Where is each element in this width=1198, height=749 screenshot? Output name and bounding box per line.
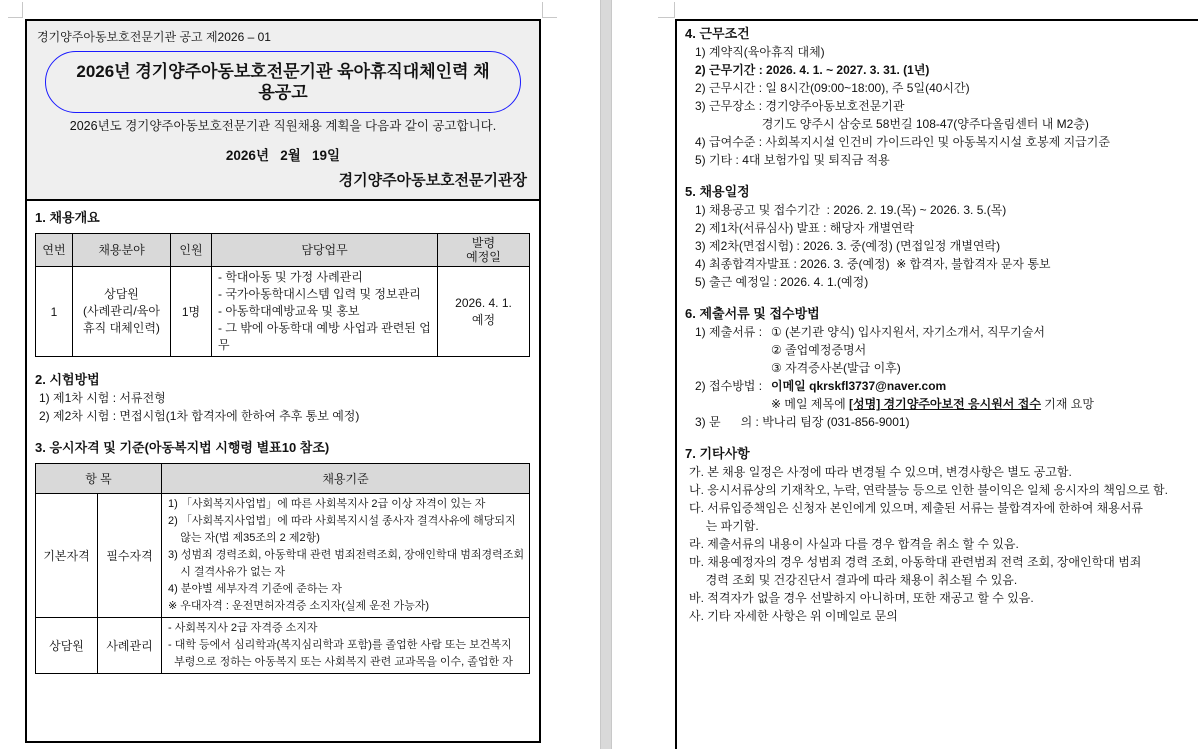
method-label: 2) 접수방법 : [695,379,766,393]
col-header: 채용기준 [162,464,530,494]
col-header: 연번 [36,234,73,267]
list-item: 2) 근무시간 : 일 8시간(09:00~18:00), 주 5일(40시간) [695,81,970,95]
qualification-table [35,463,530,674]
doc-item: ② 졸업예정증명서 [771,343,867,357]
note-text: ※ 메일 제목에 [771,397,850,411]
cell-subcategory: 사례관리 [98,618,162,674]
criteria-line: 부령으로 정하는 아동복지 또는 사회복지 관련 교과목을 이수, 졸업한 자 [168,656,513,668]
cell-criteria [162,494,530,618]
list-item: 4) 최종합격자발표 : 2026. 3. 중(예정) ※ 합격자, 불합격자 문자 통보 [695,257,1051,271]
date-line: 예정 [471,312,496,327]
criteria-line: 시 결격사유가 없는 자 [168,566,286,578]
duty: - 그 밖에 아동학대 예방 사업과 관련된 업무 [218,321,431,352]
section-heading: 1. 채용개요 [35,210,100,225]
notice-header [27,21,539,201]
cell-duties [212,267,438,357]
section-heading: 3. 응시자격 및 기준(아동복지법 시행령 별표10 참조) [35,440,330,455]
criteria-line: 않는 자(법 제35조의 2 제2항) [168,532,320,544]
mail-subject: [성명] 경기양주아보전 응시원서 접수 [849,397,1041,411]
list-item: 바. 적격자가 없을 경우 선발하지 아니하며, 또한 재공고 할 수 있음. [689,591,1034,605]
col-header: 발령 예정일 [438,234,530,267]
criteria-line: - 대학 등에서 심리학과(복지심리학과 포함)를 졸업한 사람 또는 보건복지 [168,639,512,651]
criteria-line: - 사회복지사 2급 자격증 소지자 [168,622,318,634]
field-line: 휴직 대체인력) [83,321,160,335]
notice-number: 경기양주아동보호전문기관 공고 제2026 – 01 [37,30,271,44]
notice-date: 2026년 2월 19일 [225,148,341,163]
cell-subcategory: 필수자격 [98,494,162,618]
list-item: 경기도 양주시 삼숭로 58번길 108-47(양주다올림센터 내 M2층) [695,117,1089,131]
duty: - 아동학대예방교육 및 홍보 [218,304,360,318]
email-address[interactable]: 이메일 qkrskfl3737@naver.com [771,379,947,393]
criteria-line: 4) 분야별 세부자격 기준에 준하는 자 [168,583,342,595]
list-item: 경력 조회 및 건강진단서 결과에 따라 채용이 취소될 수 있음. [689,573,1018,587]
list-item: 1) 제1차 시험 : 서류전형 [39,391,166,405]
list-item: 5) 출근 예정일 : 2026. 4. 1.(예정) [695,275,869,289]
section-heading: 6. 제출서류 및 접수방법 [685,306,820,321]
list-item: 1) 채용공고 및 접수기간 : 2026. 2. 19.(목) ~ 2026. 3. 5.(목) [695,203,1007,217]
cell-field [73,267,171,357]
section-heading: 7. 기타사항 [685,446,750,461]
col-header: 인원 [171,234,212,267]
list-item: 다. 서류입증책임은 신청자 본인에게 있으며, 제출된 서류는 불합격자에 한하여 채용서류 [689,501,1143,515]
section-heading: 2. 시험방법 [35,372,100,387]
doc-item: ③ 자격증사본(발급 이후) [771,361,901,375]
duty: - 학대아동 및 가정 사례관리 [218,270,363,284]
cell-date [438,267,530,357]
list-item: 2) 근무기간 : 2026. 4. 1. ~ 2027. 3. 31. (1년) [695,63,930,77]
list-item: 3) 근무장소 : 경기양주아동보호전문기관 [695,99,905,113]
field-line: (사례관리/육아 [83,304,160,318]
exam-list [35,389,530,425]
field-line: 상담원 [104,287,139,301]
notice-issuer: 경기양주아동보호전문기관장 [338,172,527,189]
work-conditions [685,43,1190,169]
note-text: 기재 요망 [1040,397,1094,411]
notice-title: 2026년 경기양주아동보호전문기관 육아휴직대체인력 채용공고 [45,51,521,113]
other-notes [685,463,1190,625]
cell-no: 1 [36,267,73,357]
section-heading: 5. 채용일정 [685,184,750,199]
list-item: 3) 제2차(면접시험) : 2026. 3. 중(예정) (면접일정 개별연락) [695,239,1001,253]
doc-item: ① (본기관 양식) 입사지원서, 자기소개서, 직무기술서 [771,325,1045,339]
duty: - 국가아동학대시스템 입력 및 정보관리 [218,287,421,301]
list-item: 사. 기타 자세한 사항은 위 이메일로 문의 [689,609,898,623]
col-header: 항 목 [36,464,162,494]
list-item: 가. 본 채용 일정은 사정에 따라 변경될 수 있으며, 변경사항은 별도 공고함. [689,465,1072,479]
contact: 3) 문 의 : 박나리 팀장 (031-856-9001) [695,415,910,429]
table-row [36,618,530,674]
criteria-line: 1) 「사회복지사업법」에 따른 사회복지사 2급 이상 자격이 있는 자 [168,498,486,510]
cell-count: 1명 [171,267,212,357]
docs-label: 1) 제출서류 : [695,325,766,339]
section-heading: 4. 근무조건 [685,26,750,41]
date-line: 2026. 4. 1. [455,295,512,310]
list-item: 2) 제2차 시험 : 면접시험(1차 합격자에 한하여 추후 통보 예정) [39,409,360,423]
page-2 [675,19,1198,749]
cell-category: 상담원 [36,618,98,674]
table-row [36,267,530,357]
criteria-line: 3) 성범죄 경력조회, 아동학대 관련 범죄전력조회, 장애인학대 범죄경력조회 [168,549,525,561]
overview-table [35,233,530,357]
table-row [36,494,530,618]
list-item: 1) 계약직(육아휴직 대체) [695,45,825,59]
list-item: 라. 제출서류의 내용이 사실과 다를 경우 합격을 취소 할 수 있음. [689,537,1019,551]
list-item: 4) 급여수준 : 사회복지시설 인건비 가이드라인 및 아동복지시설 호봉제 지급기준 [695,135,1110,149]
list-item: 2) 제1차(서류심사) 발표 : 해당자 개별연락 [695,221,915,235]
page-1 [25,19,541,743]
list-item: 5) 기타 : 4대 보험가입 및 퇴직금 적용 [695,153,890,167]
cell-category: 기본자격 [36,494,98,618]
page-divider [600,0,612,749]
schedule-list [685,201,1190,291]
cell-criteria [162,618,530,674]
list-item: 나. 응시서류상의 기재착오, 누락, 연락불능 등으로 인한 불이익은 일체 응시자의 책임으로 함. [689,483,1168,497]
list-item: 는 파기함. [689,519,759,533]
criteria-line: ※ 우대자격 : 운전면허자격증 소지자(실제 운전 가능자) [168,600,430,612]
col-header: 담당업무 [212,234,438,267]
list-item: 마. 채용예정자의 경우 성범죄 경력 조회, 아동학대 관련범죄 전력 조회, 장애인학대 범죄 [689,555,1142,569]
notice-intro: 2026년도 경기양주아동보호전문기관 직원채용 계획을 다음과 같이 공고합니다. [69,119,497,133]
criteria-line: 2) 「사회복지사업법」에 따라 사회복지시설 종사자 결격사유에 해당되지 [168,515,516,527]
documents-list [685,323,1190,431]
col-header: 채용분야 [73,234,171,267]
